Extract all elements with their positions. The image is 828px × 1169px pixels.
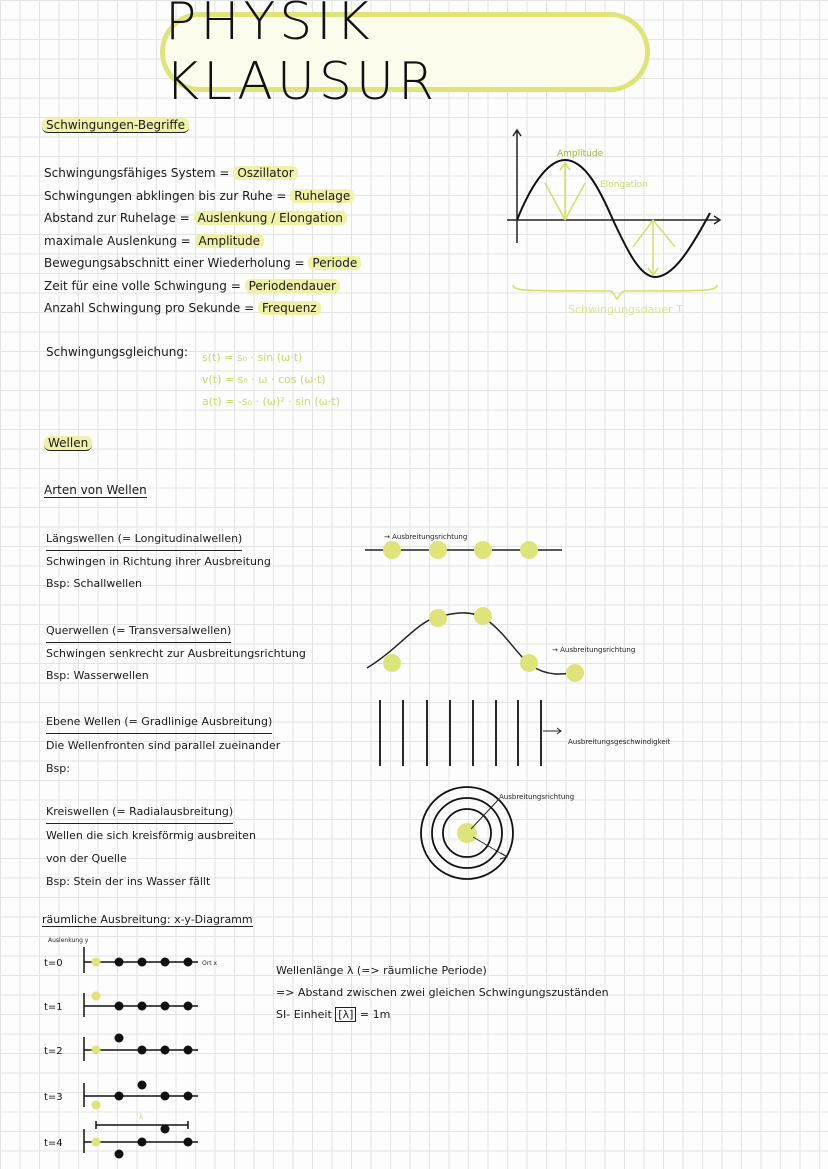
term-row: maximale Auslenkung = Amplitude (44, 230, 361, 253)
laengswellen-title: Längswellen (= Longitudinalwellen) (46, 528, 242, 551)
querwellen-title: Querwellen (= Transversalwellen) (46, 620, 231, 643)
transversal-diagram (362, 600, 662, 690)
time-label-2: t=2 (44, 1046, 63, 1057)
term-row: Schwingungsfähiges System = Oszillator (44, 162, 361, 185)
time-label-3: t=3 (44, 1092, 63, 1103)
laengswellen-line2: Bsp: Schallwellen (46, 577, 142, 590)
raeumlich-heading: räumliche Ausbreitung: x-y-Diagramm (42, 913, 253, 926)
term-row: Anzahl Schwingung pro Sekunde = Frequenz (44, 297, 361, 320)
kreiswellen-line3: Bsp: Stein der ins Wasser fällt (46, 875, 211, 888)
term-row: Schwingungen abklingen bis zur Ruhe = Ruhelage (44, 185, 361, 208)
wellenlaenge-block (276, 960, 609, 1026)
lambda-label: λ (139, 1113, 144, 1121)
kreiswellen-block (46, 800, 256, 893)
time-label-0: t=0 (44, 958, 63, 969)
term-row: Abstand zur Ruhelage = Auslenkung / Elongation (44, 207, 361, 230)
space-time-diagram (40, 935, 230, 1165)
ebene-wellen-block (46, 710, 280, 780)
laengswellen-block (46, 528, 271, 595)
querwellen-line2: Bsp: Wasserwellen (46, 669, 149, 682)
terms-list (44, 162, 361, 320)
elongation-label: Elongation (600, 180, 648, 190)
ebene-wellen-line1: Die Wellenfronten sind parallel zueinander (46, 739, 281, 752)
amplitude-label: Amplitude (557, 149, 604, 159)
kreis-arrow-label: Ausbreitungsrichtung (499, 793, 575, 801)
wellenlaenge-line2: => Abstand zwischen zwei gleichen Schwingungszuständen (276, 986, 609, 999)
longitudinal-diagram (362, 532, 567, 567)
kreiswellen-line1: Wellen die sich kreisförmig ausbreiten (46, 829, 256, 842)
axis-label-x: Ort x (202, 960, 217, 967)
equation-position: s(t) = s₀ · sin (ω·t) (202, 351, 303, 364)
wellenlaenge-line1: Wellenlänge λ (=> räumliche Periode) (276, 964, 487, 977)
period-label: Schwingungsdauer T (568, 303, 683, 316)
equation-velocity: v(t) = s₀ · ω · cos (ω·t) (202, 373, 326, 386)
laengs-arrow-label: → Ausbreitungsrichtung (384, 533, 468, 541)
querwellen-line1: Schwingen senkrecht zur Ausbreitungsrichtung (46, 647, 306, 660)
ebene-arrow-label: Ausbreitungsgeschwindigkeit (568, 738, 671, 746)
subheading-arten: Arten von Wellen (44, 483, 147, 497)
quer-arrow-label: → Ausbreitungsrichtung (552, 646, 636, 654)
page-title: PHYSIK KLAUSUR (165, 0, 439, 112)
circular-wave-diagram (415, 785, 595, 885)
ebene-wellen-line2: Bsp: (46, 762, 70, 775)
equation-label: Schwingungsgleichung: (46, 345, 189, 359)
kreiswellen-title: Kreiswellen (= Radialausbreitung) (46, 800, 233, 824)
equation-acceleration: a(t) = -s₀ · (ω)² · sin (ω·t) (202, 395, 340, 408)
equations (202, 347, 340, 413)
plane-wave-diagram (375, 698, 675, 770)
laengswellen-line1: Schwingen in Richtung ihrer Ausbreitung (46, 555, 271, 568)
time-label-4: t=4 (44, 1138, 63, 1149)
axis-label-y: Auslenkung y (48, 937, 89, 944)
querwellen-block (46, 620, 306, 687)
oscillation-graph (505, 125, 730, 320)
kreiswellen-line2: von der Quelle (46, 852, 127, 865)
section-heading-schwingungen: Schwingungen-Begriffe (42, 118, 189, 132)
term-row: Zeit für eine volle Schwingung = Periodendauer (44, 275, 361, 298)
term-row: Bewegungsabschnitt einer Wiederholung = Periode (44, 252, 361, 275)
wellenlaenge-line3: SI- Einheit [λ] = 1m (276, 1008, 391, 1021)
time-label-1: t=1 (44, 1002, 63, 1013)
section-heading-wellen: Wellen (44, 436, 92, 450)
title-banner (160, 0, 650, 112)
ebene-wellen-title: Ebene Wellen (= Gradlinige Ausbreitung) (46, 710, 272, 734)
